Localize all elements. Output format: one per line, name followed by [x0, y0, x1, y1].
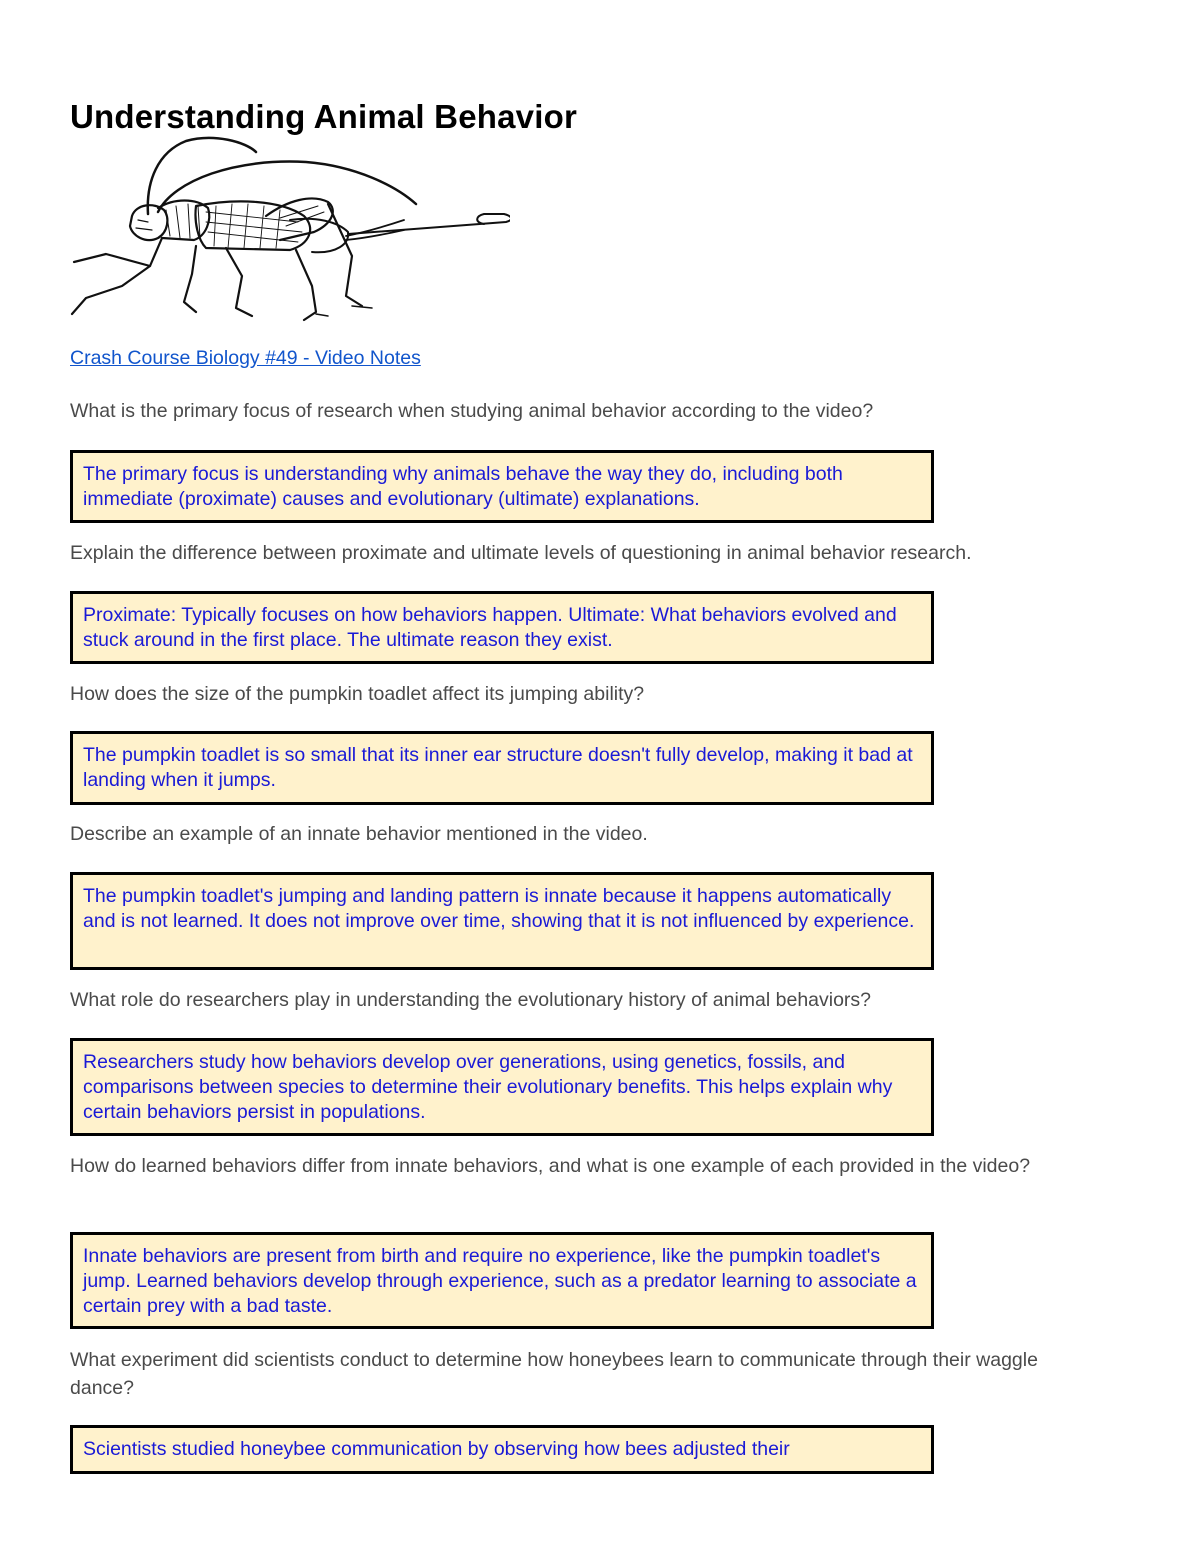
question-5: What role do researchers play in understanding the evolutionary history of animal behaviors?	[70, 989, 872, 1011]
answer-box-4[interactable]: The pumpkin toadlet's jumping and landing pattern is innate because it happens automatically and is not learned. It does not improve over time, showing that it is not influenced by experience.	[70, 872, 934, 970]
question-1: What is the primary focus of research when studying animal behavior according to the video?	[70, 400, 874, 422]
answer-box-5[interactable]: Researchers study how behaviors develop over generations, using genetics, fossils, and comparisons between species to determine their evolutionary benefits. This helps explain why certain behaviors persist in populations.	[70, 1038, 934, 1136]
answer-box-7[interactable]: Scientists studied honeybee communication by observing how bees adjusted their	[70, 1425, 934, 1474]
question-2: Explain the difference between proximate and ultimate levels of questioning in animal behavior research.	[70, 542, 972, 564]
answer-box-2[interactable]: Proximate: Typically focuses on how behaviors happen. Ultimate: What behaviors evolved and stuck around in the first place. The ultimate reason they exist.	[70, 591, 934, 664]
cricket-illustration-icon	[66, 136, 510, 322]
question-3: How does the size of the pumpkin toadlet affect its jumping ability?	[70, 683, 645, 705]
answer-box-3[interactable]: The pumpkin toadlet is so small that its inner ear structure doesn't fully develop, making it bad at landing when it jumps.	[70, 731, 934, 805]
page-title: Understanding Animal Behavior	[70, 98, 577, 135]
video-notes-link[interactable]: Crash Course Biology #49 - Video Notes	[70, 347, 421, 369]
answer-box-1[interactable]: The primary focus is understanding why animals behave the way they do, including both immediate (proximate) causes and evolutionary (ultimate) explanations.	[70, 450, 934, 523]
answer-box-6[interactable]: Innate behaviors are present from birth and require no experience, like the pumpkin toadlet's jump. Learned behaviors develop through experience, such as a predator learning to associate a certain prey with a bad taste.	[70, 1232, 934, 1329]
question-7: What experiment did scientists conduct to determine how honeybees learn to communicate through their waggle dance?	[70, 1349, 1038, 1399]
question-6: How do learned behaviors differ from innate behaviors, and what is one example of each provided in the video?	[70, 1155, 1031, 1177]
question-4: Describe an example of an innate behavior mentioned in the video.	[70, 823, 648, 845]
